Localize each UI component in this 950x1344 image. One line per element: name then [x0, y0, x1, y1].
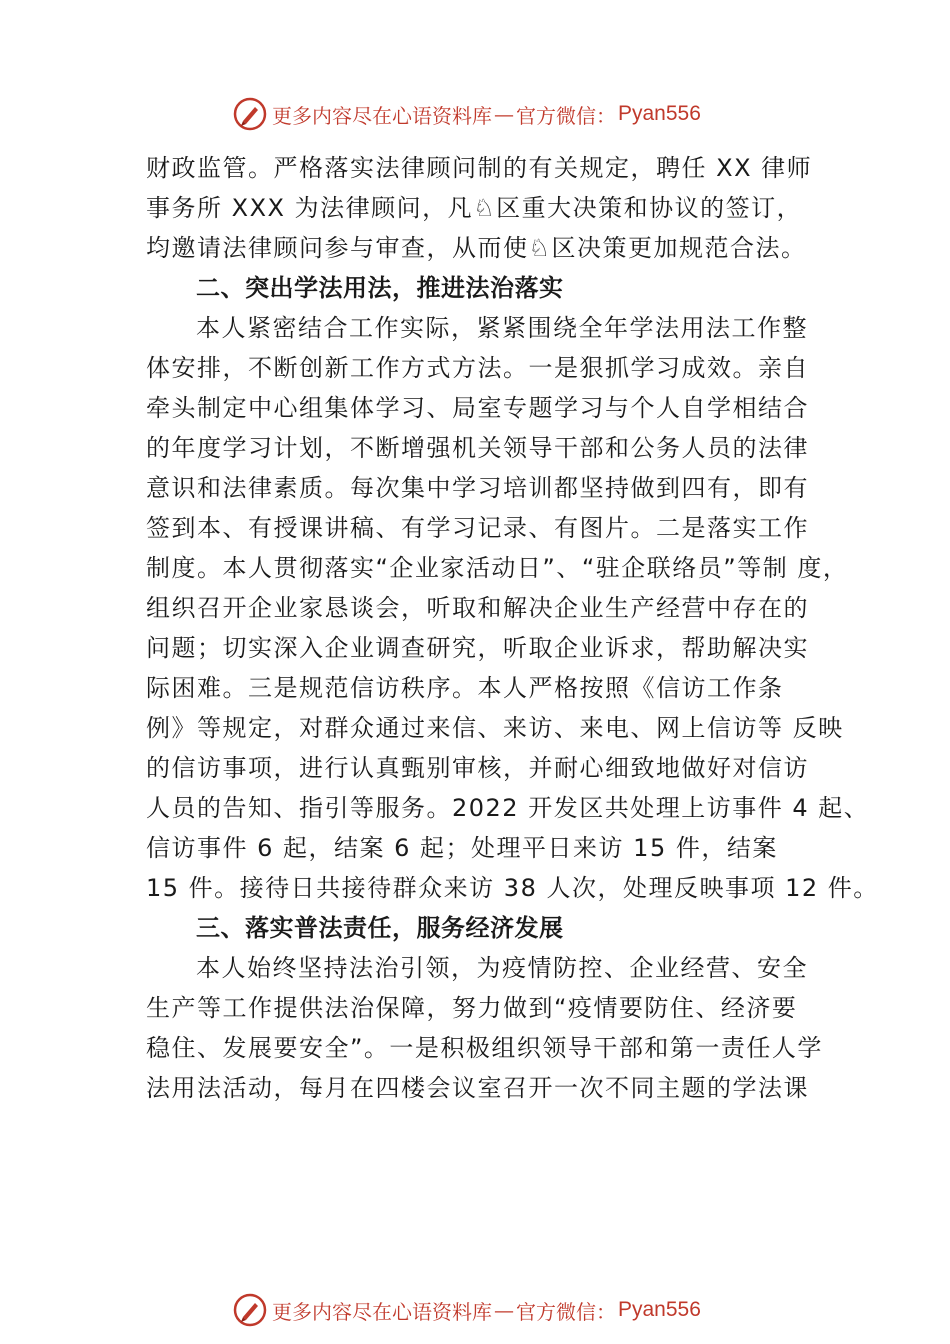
text-line: 财政监管。严格落实法律顾问制的有关规定，聘任 XX 律师 — [146, 154, 813, 182]
text-line: 信访事件 6 起，结案 6 起；处理平日来访 15 件，结案 — [146, 834, 778, 862]
banner-separator: — — [494, 1298, 514, 1322]
text-line: 人员的告知、指引等服务。2022 开发区共处理上访事件 4 起、 — [146, 794, 870, 822]
pen-circle-logo-icon — [232, 96, 268, 132]
banner-label: 官方微信： — [516, 1299, 616, 1324]
banner-text: 更多内容尽在心语资料库 — [272, 103, 492, 128]
text-line: 体安排，不断创新工作方式方法。一是狠抓学习成效。亲自 — [146, 354, 809, 382]
text-line: 意识和法律素质。每次集中学习培训都坚持做到四有，即有 — [146, 474, 809, 502]
text-line: 15 件。接待日共接待群众来访 38 人次，处理反映事项 12 件。 — [146, 874, 879, 902]
banner-label: 官方微信： — [516, 103, 616, 128]
text-line: 事务所 XXX 为法律顾问，凡♘区重大决策和协议的签订， — [146, 194, 803, 222]
section-heading: 三、落实普法责任，服务经济发展 — [196, 914, 564, 942]
document-body — [146, 148, 879, 1108]
text-line: 的年度学习计划，不断增强机关领导干部和公务人员的法律 — [146, 434, 809, 462]
text-line: 法用法活动，每月在四楼会议室召开一次不同主题的学法课 — [146, 1074, 809, 1102]
text-line: 际困难。三是规范信访秩序。本人严格按照《信访工作条 — [146, 674, 784, 702]
text-line: 生产等工作提供法治保障，努力做到“疫情要防住、经济要 — [146, 994, 798, 1022]
text-line: 均邀请法律顾问参与审查，从而使♘区决策更加规范合法。 — [146, 234, 807, 262]
banner-wechat-id: Pyan556 — [618, 102, 701, 125]
text-line: 制度。本人贯彻落实“企业家活动日”、“驻企联络员”等制 度， — [146, 554, 849, 582]
text-line: 稳住、发展要安全”。一是积极组织领导干部和第一责任人学 — [146, 1034, 823, 1062]
text-line: 例》等规定，对群众通过来信、来访、来电、网上信访等 反映 — [146, 714, 844, 742]
text-line: 签到本、有授课讲稿、有学习记录、有图片。二是落实工作 — [146, 514, 809, 542]
banner-text: 更多内容尽在心语资料库 — [272, 1299, 492, 1324]
header-banner — [232, 94, 701, 134]
text-line: 牵头制定中心组集体学习、局室专题学习与个人自学相结合 — [146, 394, 809, 422]
banner-separator: — — [494, 102, 514, 126]
text-line: 本人始终坚持法治引领，为疫情防控、企业经营、安全 — [196, 954, 808, 982]
text-line: 本人紧密结合工作实际，紧紧围绕全年学法用法工作整 — [196, 314, 808, 342]
text-line: 组织召开企业家恳谈会，听取和解决企业生产经营中存在的 — [146, 594, 809, 622]
text-line: 问题；切实深入企业调查研究，听取企业诉求，帮助解决实 — [146, 634, 809, 662]
footer-banner — [232, 1290, 701, 1330]
pen-circle-logo-icon — [232, 1292, 268, 1328]
section-heading: 二、突出学法用法，推进法治落实 — [196, 274, 564, 302]
banner-wechat-id: Pyan556 — [618, 1298, 701, 1321]
text-line: 的信访事项，进行认真甄别审核，并耐心细致地做好对信访 — [146, 754, 809, 782]
